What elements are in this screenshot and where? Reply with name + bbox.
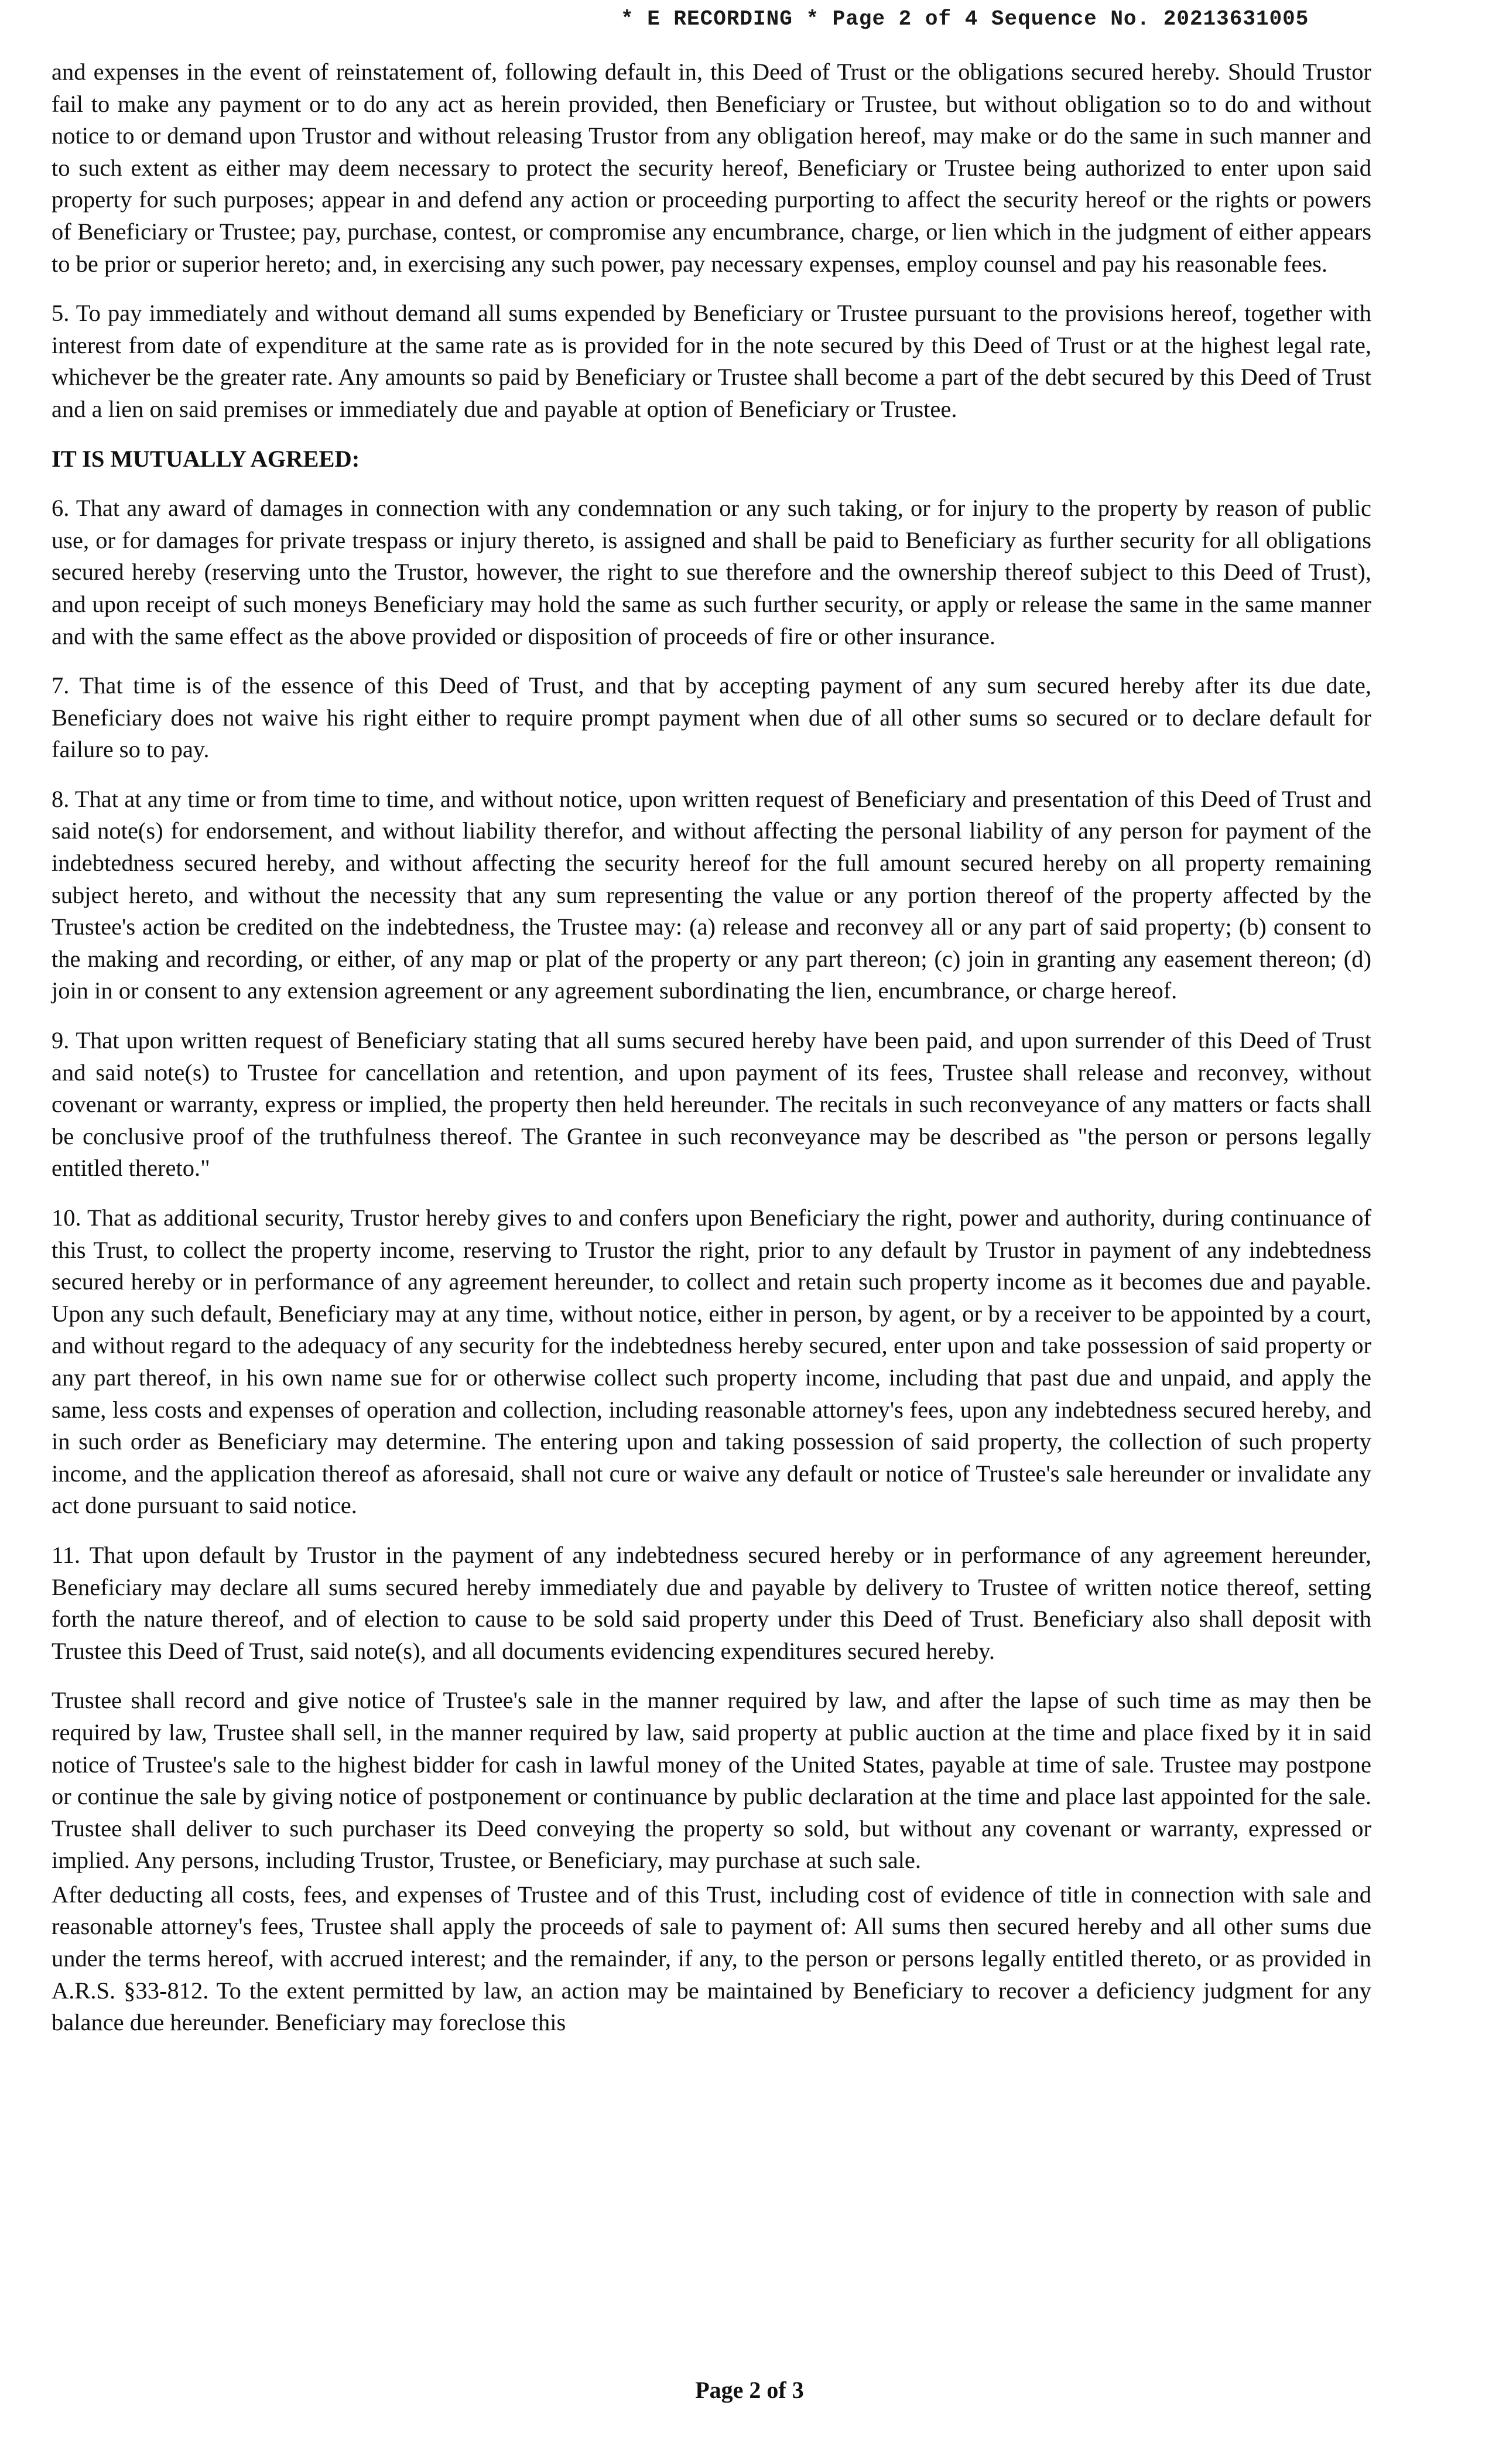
paragraph-5: 5. To pay immediately and without demand all sums expended by Beneficiary or Trustee pursuant to the provisions hereof, together with interest from date of expenditure at the same rate as is provided for in the note secured by this Deed of Trust or at the highest legal rate, whichever be the greater rate. Any amounts so paid by Beneficiary or Trustee shall become a part of the debt secured by this Deed of Trust and a lien on said premises or immediately due and payable at option of Beneficiary or Trustee. [52, 300, 1371, 422]
paragraph-10: 10. That as additional security, Trustor hereby gives to and confers upon Beneficiary the right, power and authority, during continuance of this Trust, to collect the property income, reserving to Trustor the right, prior to any default by Trustor in payment of any indebtedness secured hereby or in performance of any agreement hereunder, to collect and retain such property income as it becomes due and payable. Upon any such default, Beneficiary may at any time, without notice, either in person, by agent, or by a receiver to be appointed by a court, and without regard to the adequacy of any security for the indebtedness hereby secured, enter upon and take possession of said property or any part thereof, in his own name sue for or otherwise collect such property income, including that past due and unpaid, and apply the same, less costs and expenses of operation and collection, including reasonable attorney's fees, upon any indebtedness secured hereby, and in such order as Beneficiary may determine. The entering upon and taking possession of said property, the collection of such property income, and the application thereof as aforesaid, shall not cure or waive any default or notice of Trustee's sale hereunder or invalidate any act done pursuant to said notice. [52, 1204, 1371, 1519]
page-number: Page 2 of 3 [695, 2377, 804, 2403]
paragraph-proceeds: After deducting all costs, fees, and expenses of Trustee and of this Trust, including cost of evidence of title in connection with sale and reasonable attorney's fees, Trustee shall apply the proceeds of sale to payment of: All sums then secured hereby and all other sums due under the terms hereof, with accrued interest; and the remainder, if any, to the person or persons legally entitled thereto, or as provided in A.R.S. §33-812. To the extent permitted by law, an action may be maintained by Beneficiary to recover a deficiency judgment for any balance due hereunder. Beneficiary may foreclose this [52, 1881, 1371, 2036]
paragraph-9: 9. That upon written request of Beneficiary stating that all sums secured hereby have been paid, and upon surrender of this Deed of Trust and said note(s) to Trustee for cancellation and retention, and upon payment of its fees, Trustee shall release and reconvey, without covenant or warranty, express or implied, the property then held hereunder. The recitals in such reconveyance of any matters or facts shall be conclusive proof of the truthfulness thereof. The Grantee in such reconveyance may be described as "the person or persons legally entitled thereto." [52, 1027, 1371, 1182]
paragraph-8: 8. That at any time or from time to time, and without notice, upon written request of Beneficiary and presentation of this Deed of Trust and said note(s) for endorsement, and without liability therefor, and without affecting the personal liability of any person for payment of the indebtedness secured hereby, and without affecting the security hereof for the full amount secured hereby on all property remaining subject hereto, and without the necessity that any sum representing the value or any portion thereof of the property affected by the Trustee's action be credited on the indebtedness, the Trustee may: (a) release and reconvey all or any part of said property; (b) consent to the making and recording, or either, of any map or plat of the property or any part thereon; (c) join in granting any easement thereon; (d) join in or consent to any extension agreement or any agreement subordinating the lien, encumbrance, or charge hereof. [52, 785, 1371, 1004]
paragraph-6: 6. That any award of damages in connection with any condemnation or any such taking, or for injury to the property by reason of public use, or for damages for private trespass or injury thereto, is assigned and shall be paid to Beneficiary as further security for all obligations secured hereby (reserving unto the Trustor, however, the right to sue therefore and the ownership thereof subject to this Deed of Trust), and upon receipt of such moneys Beneficiary may hold the same as such further security, or apply or release the same in the same manner and with the same effect as the above provided or disposition of proceeds of fire or other insurance. [52, 495, 1371, 649]
paragraph-7: 7. That time is of the essence of this Deed of Trust, and that by accepting payment of any sum secured hereby after its due date, Beneficiary does not waive his right either to require prompt payment when due of all other sums so secured or to declare default for failure so to pay. [52, 672, 1371, 763]
document-body [52, 56, 1371, 2039]
paragraph-continuation: and expenses in the event of reinstatement of, following default in, this Deed of Trust or the obligations secured hereby. Should Trustor fail to make any payment or to do any act as herein provided, then Beneficiary or Trustee, but without obligation so to do and without notice to or demand upon Trustor and without releasing Trustor from any obligation hereof, may make or do the same in such manner and to such extent as either may deem necessary to protect the security hereof, Beneficiary or Trustee being authorized to enter upon said property for such purposes; appear in and defend any action or proceeding purporting to affect the security hereof or the rights or powers of Beneficiary or Trustee; pay, purchase, contest, or compromise any encumbrance, charge, or lien which in the judgment of either appears to be prior or superior hereto; and, in exercising any such power, pay necessary expenses, employ counsel and pay his reasonable fees. [52, 59, 1371, 277]
recording-stamp: * E RECORDING * Page 2 of 4 Sequence No. 20213631005 [621, 7, 1309, 31]
paragraph-trustee-sale: Trustee shall record and give notice of Trustee's sale in the manner required by law, and after the lapse of such time as may then be required by law, Trustee shall sell, in the manner required by law, said property at public auction at the time and place fixed by it in said notice of Trustee's sale to the highest bidder for cash in lawful money of the United States, payable at time of sale. Trustee may postpone or continue the sale by giving notice of postponement or continuance by public declaration at the time and place last appointed for the sale. Trustee shall deliver to such purchaser its Deed conveying the property so sold, but without any covenant or warranty, expressed or implied. Any persons, including Trustor, Trustee, or Beneficiary, may purchase at such sale. [52, 1687, 1371, 1874]
section-heading: IT IS MUTUALLY AGREED: [52, 445, 360, 472]
paragraph-11: 11. That upon default by Trustor in the payment of any indebtedness secured hereby or in performance of any agreement hereunder, Beneficiary may declare all sums secured hereby immediately due and payable by delivery to Trustee of written notice thereof, setting forth the nature thereof, and of election to cause to be sold said property under this Deed of Trust. Beneficiary also shall deposit with Trustee this Deed of Trust, said note(s), and all documents evidencing expenditures secured hereby. [52, 1541, 1371, 1664]
